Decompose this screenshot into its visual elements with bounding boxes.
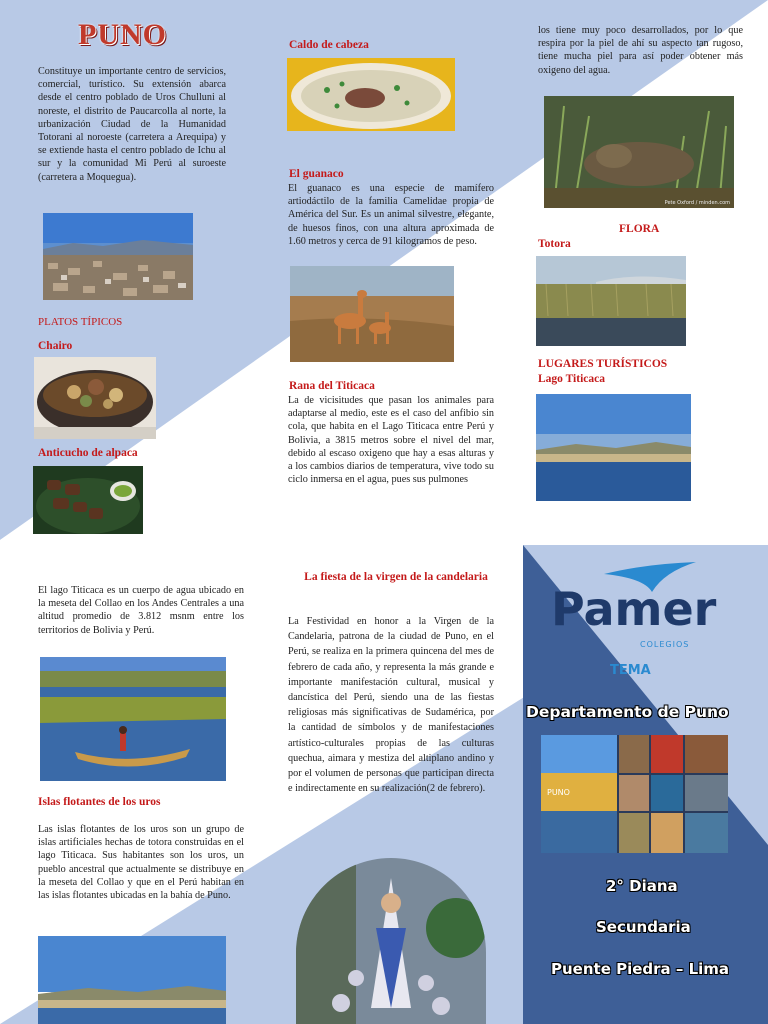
- level-label: Secundaria: [596, 918, 691, 936]
- islas-heading: Islas flotantes de los uros: [38, 796, 161, 808]
- totora-heading: Totora: [538, 238, 571, 250]
- guanaco-photo: [290, 266, 454, 362]
- islas-paragraph: Las islas flotantes de los uros son un grupo de islas artificiales hechas de totora construidas en el lago Titicaca. Sus habitantes son los uros, un pueblo ancestral que actualmente se distribuye en la meseta del Collao y que en el Perú habitan en las islas flotantes ubicadas en la bahía de Puno.: [38, 824, 244, 902]
- location-label: Puente Piedra – Lima: [551, 960, 730, 978]
- rana-heading: Rana del Titicaca: [289, 380, 375, 392]
- tema-label: TEMA: [610, 663, 651, 678]
- chairo-heading: Chairo: [38, 340, 73, 352]
- page-title: PUNO: [78, 18, 167, 51]
- lago-paragraph: El lago Titicaca es un cuerpo de agua ubicado en la meseta del Collao en los Andes Centrales a una altitud promedio de 3.812 msnm entre los territorios de Bolivia y Perú.: [38, 585, 244, 636]
- photo-credit: Pete Oxford / minden.com: [664, 200, 730, 206]
- anticucho-heading: Anticucho de alpaca: [38, 447, 138, 459]
- guanaco-paragraph: El guanaco es una especie de mamífero artiodáctilo de la familia Camelidae propia de América del Sur. Es un animal silvestre, elegante, de huesos finos, con una altura aproximada de 1.60 metros y cerca de 91 kilogramos de peso.: [288, 183, 494, 247]
- lago-heading: Lago Titicaca: [538, 373, 605, 385]
- titicaca-frog-photo: [544, 96, 734, 208]
- totora-photo: [536, 256, 686, 346]
- puno-collage: [541, 735, 728, 853]
- pamer-logo: Pamer: [551, 582, 717, 636]
- grade-label: 2° Diana: [606, 877, 678, 895]
- fiesta-heading: La fiesta de la virgen de la candelaria: [304, 571, 488, 583]
- pamer-subtitle: COLEGIOS: [640, 640, 690, 649]
- guanaco-heading: El guanaco: [289, 168, 344, 180]
- lugares-heading: LUGARES TURÍSTICOS: [538, 358, 668, 370]
- intro-paragraph: Constituye un importante centro de servicios, comercial, turístico. Su extensión abarca desde el centro poblado de Uros Chulluni al noreste, el distrito de Paucarcolla al norte, la urbanización Ciudad de la Humanidad Totorani al noroeste (carretera a Arequipa) y se extiende hasta el centro poblado de Ichu al sur y la comunidad Mi Perú al suroeste (carretera a Moquegua).: [38, 66, 226, 183]
- uros-boat-photo: [40, 657, 226, 781]
- puno-city-photo: [43, 213, 193, 300]
- lago-titicaca-photo: [536, 394, 691, 501]
- fiesta-paragraph: La Festividad en honor a la Virgen de la Candelaria, patrona de la ciudad de Puno, en el Perú, se realiza en la primera quincena del mes de febrero de cada año, y representa la más grande e importante manifestación cultural, musical y dancística del Perú, siendo una de las fiestas religiosas más significativas de Sudamérica, por la cantidad de símbolos y de manifestaciones artístico-culturales propias de las culturas quechua, aimara y mestiza del altiplano andino y por el volumen de personas que participan directa e indirectamente en su realización(2 de febrero).: [288, 616, 494, 795]
- anticucho-photo: [33, 466, 143, 534]
- caldo-heading: Caldo de cabeza: [289, 39, 369, 51]
- rana-continuation: los tiene muy poco desarrollados, por lo que respira por la piel de ahí su aspecto tan rugoso, tiene mucha piel para así poder obtener más oxigeno del agua.: [538, 25, 743, 76]
- platos-heading: PLATOS TÍPICOS: [38, 316, 123, 328]
- topic-title: Departamento de Puno: [526, 703, 729, 721]
- flora-heading: FLORA: [619, 223, 660, 235]
- caldo-photo: [287, 58, 455, 131]
- rana-paragraph: La de vicisitudes que pasan los animales para adaptarse al medio, este es el caso del anfibio sin cola, que habita en el Lago Titicaca entre Perú y Bolivia, a 3815 metros sobre el nivel del mar, debido al escaso oxigeno que hay a esas alturas y a los cambios diarios de temperatura, vive todo su ciclo inmersa en el agua, pues sus pulmones: [288, 395, 494, 486]
- collage-label: PUNO: [547, 788, 570, 797]
- chairo-photo: [34, 357, 156, 439]
- islas-photo: [38, 936, 226, 1024]
